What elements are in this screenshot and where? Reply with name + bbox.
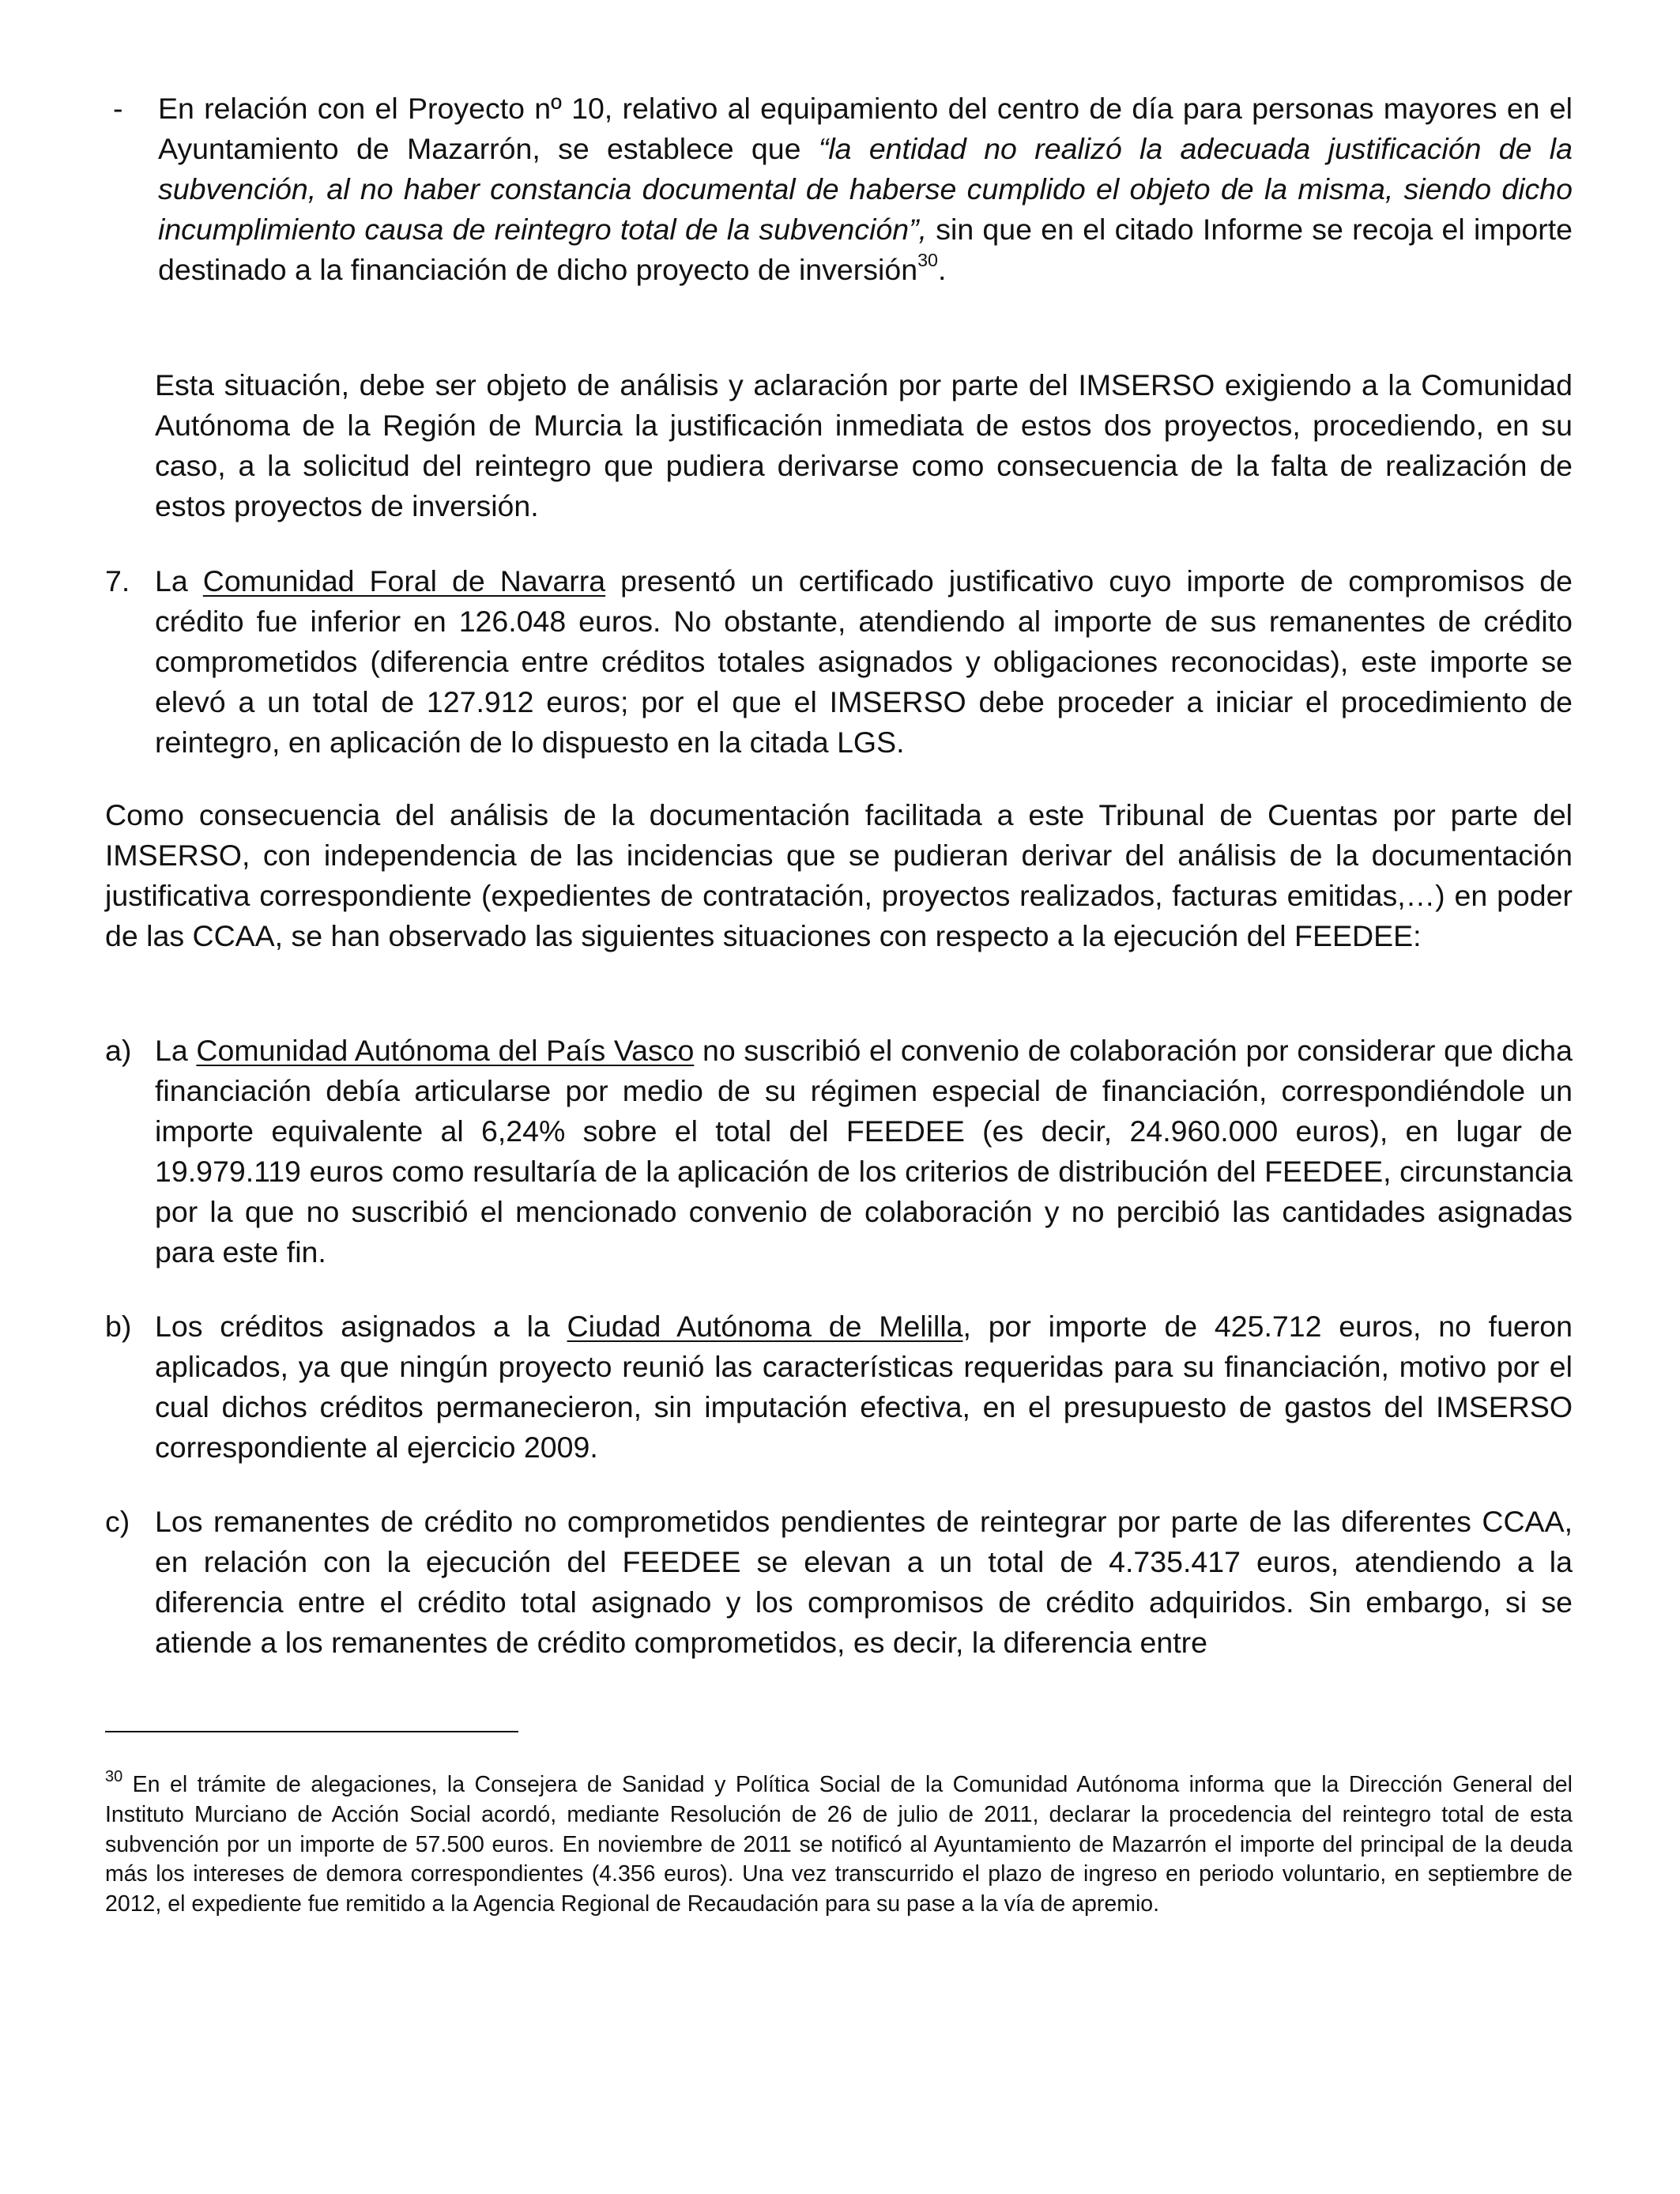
item-letter: c) xyxy=(105,1505,130,1538)
dash-marker: - xyxy=(113,92,123,125)
numbered-item-7 xyxy=(105,561,1573,763)
lettered-item-b xyxy=(105,1306,1573,1468)
item-7-text-2: presentó un certificado justificativo cuyo importe de compromisos de crédito fue inferior en 126.048 euros. No obstante, atendiendo al importe de sus remanentes de crédito comprometidos (diferencia entre créditos totales asignados y obligaciones reconocidas), este importe se elevó a un total de 127.912 euros; por el que el IMSERSO debe proceder a iniciar el procedimiento de reintegro, en aplicación de lo dispuesto en la citada LGS. xyxy=(155,564,1573,759)
footnote-text: En el trámite de alegaciones, la Consejera de Sanidad y Política Social de la Comunidad Autónoma informa que la Dirección General del Instituto Murciano de Acción Social acordó, mediante Resolución de 26 de julio de 2011, declarar la procedencia del reintegro total de esta subvención por un importe de 57.500 euros. En noviembre de 2011 se notificó al Ayuntamiento de Mazarrón el importe del principal de la deuda más los intereses de demora correspondientes (4.356 euros). Una vez transcurrido el plazo de ingreso en periodo voluntario, en septiembre de 2012, el expediente fue remitido a la Agencia Regional de Recaudación para su pase a la vía de apremio. xyxy=(105,1772,1573,1917)
paragraph-como-consecuencia xyxy=(105,795,1573,956)
item-number: 7. xyxy=(105,564,130,598)
item-7-text-1: La xyxy=(155,564,203,598)
item-7-text xyxy=(155,561,1573,763)
dash-item-text-1: En relación con el Proyecto nº 10, relativo al equipamiento del centro de día para personas mayores en el Ayuntamiento de Mazarrón, se establece que xyxy=(158,92,1573,165)
footnote-reference-30[interactable]: 30 xyxy=(917,250,938,271)
item-a-text xyxy=(155,1031,1573,1272)
item-b-text-2: , por importe de 425.712 euros, no fueron aplicados, ya que ningún proyecto reunió las características requeridas para su financiación, motivo por el cual dichos créditos permanecieron, sin imputación efectiva, en el presupuesto de gastos del IMSERSO correspondiente al ejercicio 2009. xyxy=(155,1310,1573,1464)
lettered-item-c xyxy=(105,1502,1573,1663)
item-b-text-1: Los créditos asignados a la xyxy=(155,1310,567,1343)
item-b-text xyxy=(155,1306,1573,1468)
item-letter: b) xyxy=(105,1310,132,1343)
item-c-text: Los remanentes de crédito no comprometidos pendientes de reintegrar por parte de las diferentes CCAA, en relación con la ejecución del FEEDEE se elevan a un total de 4.735.417 euros, atendiendo a la diferencia entre el crédito total asignado y los compromisos de crédito adquiridos. Sin embargo, si se atiende a los remanentes de crédito comprometidos, es decir, la diferencia entre xyxy=(155,1505,1573,1659)
footnote-30 xyxy=(105,1767,1573,1920)
item-a-text-2: no suscribió el convenio de colaboración por considerar que dicha financiación debía articularse por medio de su régimen especial de financiación, correspondiéndole un importe equivalente al 6,24% sobre el total del FEEDEE (es decir, 24.960.000 euros), en lugar de 19.979.119 euros como resultaría de la aplicación de los criterios de distribución del FEEDEE, circunstancia por la que no suscribió el mencionado convenio de colaboración y no percibió las cantidades asignadas para este fin. xyxy=(155,1034,1573,1269)
lettered-item-a xyxy=(105,1031,1573,1272)
dash-item-quote: “la entidad no realizó la adecuada justificación de la subvención, al no haber constancia documental de haberse cumplido el objeto de la misma, siendo dicho incumplimiento causa de reintegro total de la subvención”, xyxy=(158,132,1573,246)
dash-item-text-2: sin que en el citado Informe se recoja el importe destinado a la financiación de dicho proyecto de inversión xyxy=(158,213,1573,286)
footnote-separator xyxy=(105,1731,518,1732)
paragraph-text: Esta situación, debe ser objeto de análisis y aclaración por parte del IMSERSO exigiendo a la Comunidad Autónoma de la Región de Murcia la justificación inmediata de estos dos proyectos, procediendo, en su caso, a la solicitud del reintegro que pudiera derivarse como consecuencia de la falta de realización de estos proyectos de inversión. xyxy=(155,368,1573,522)
underlined-entity-melilla: Ciudad Autónoma de Melilla xyxy=(567,1310,963,1343)
underlined-entity-navarra: Comunidad Foral de Navarra xyxy=(202,564,606,598)
item-letter: a) xyxy=(105,1034,132,1067)
item-a-text-1: La xyxy=(155,1034,197,1067)
dash-list-item-proyecto-10 xyxy=(113,89,1573,290)
dash-item-text xyxy=(158,89,1573,290)
paragraph-text: Como consecuencia del análisis de la documentación facilitada a este Tribunal de Cuentas por parte del IMSERSO, con independencia de las incidencias que se pudieran derivar del análisis de la documentación justificativa correspondiente (expedientes de contratación, proyectos realizados, facturas emitidas,…) en poder de las CCAA, se han observado las siguientes situaciones con respecto a la ejecución del FEEDEE: xyxy=(105,798,1573,952)
paragraph-esta-situacion xyxy=(155,365,1573,526)
dash-item-text-3: . xyxy=(937,253,947,286)
footnote-number: 30 xyxy=(105,1767,123,1785)
underlined-entity-pais-vasco: Comunidad Autónoma del País Vasco xyxy=(196,1034,695,1067)
